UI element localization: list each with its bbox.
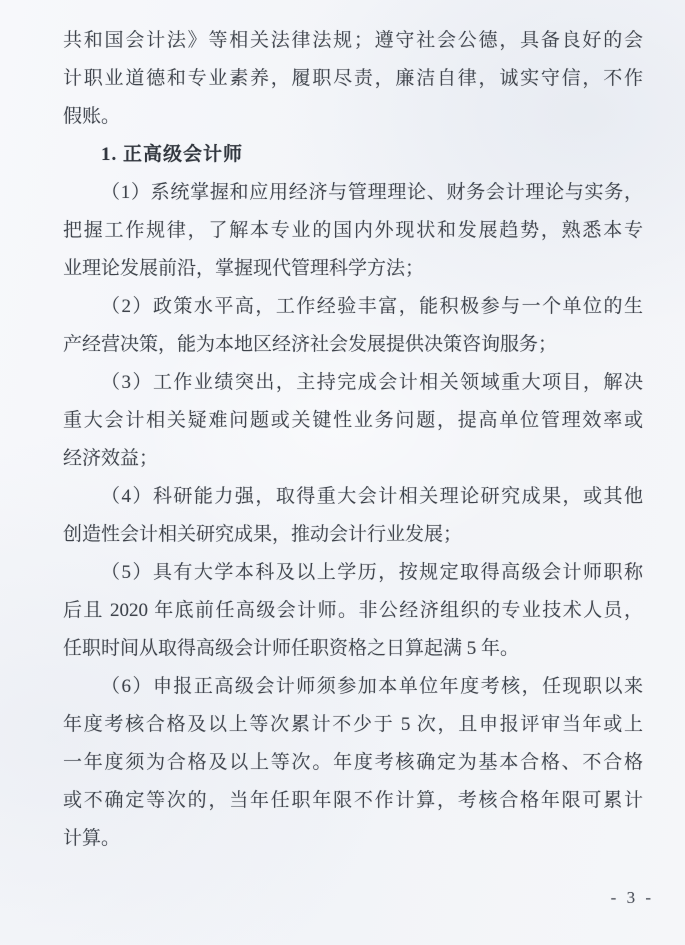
text-line: 计算。: [63, 828, 121, 849]
text-line: 或不确定等次的，当年任职年限不作计算，考核合格年限可累计: [63, 790, 643, 811]
paragraph: [63, 22, 643, 136]
text-line: 一年度须为合格及以上等次。年度考核确定为基本合格、不合格: [63, 752, 643, 773]
paragraph: [63, 174, 643, 288]
paragraph: [63, 288, 643, 364]
text-line: （6）申报正高级会计师须参加本单位年度考核，任现职以来: [101, 676, 643, 697]
document-body: [63, 22, 643, 858]
text-line: （4）科研能力强，取得重大会计相关理论研究成果，或其他: [101, 486, 643, 507]
paragraph: [63, 554, 643, 668]
page-number: - 3 -: [610, 888, 654, 907]
text-line: 后且 2020 年底前任高级会计师。非公经济组织的专业技术人员，: [63, 600, 643, 621]
text-line: 年度考核合格及以上等次累计不少于 5 次，且申报评审当年或上: [63, 714, 643, 735]
text-line: （3）工作业绩突出，主持完成会计相关领域重大项目，解决: [101, 372, 643, 393]
text-line: 产经营决策，能为本地区经济社会发展提供决策咨询服务；: [63, 334, 558, 355]
text-line: 1. 正高级会计师: [101, 144, 244, 165]
text-line: 重大会计相关疑难问题或关键性业务问题，提高单位管理效率或: [63, 410, 643, 431]
text-line: 任职时间从取得高级会计师任职资格之日算起满 5 年。: [63, 638, 520, 659]
text-line: （2）政策水平高，工作经验丰富，能积极参与一个单位的生: [101, 296, 643, 317]
text-line: 共和国会计法》等相关法律法规；遵守社会公德，具备良好的会: [63, 30, 643, 51]
text-line: 经济效益；: [63, 448, 159, 469]
text-line: 把握工作规律，了解本专业的国内外现状和发展趋势，熟悉本专: [63, 220, 643, 241]
paragraph: [63, 668, 643, 858]
text-line: （5）具有大学本科及以上学历，按规定取得高级会计师职称: [101, 562, 643, 583]
text-line: 业理论发展前沿，掌握现代管理科学方法；: [63, 258, 425, 279]
paragraph: [63, 364, 643, 478]
text-line: 假账。: [63, 106, 121, 127]
text-line: 计职业道德和专业素养，履职尽责，廉洁自律，诚实守信，不作: [63, 68, 643, 89]
section-heading: [63, 136, 643, 174]
text-line: （1）系统掌握和应用经济与管理理论、财务会计理论与实务，: [101, 182, 643, 203]
text-line: 创造性会计相关研究成果，推动会计行业发展；: [63, 524, 463, 545]
paragraph: [63, 478, 643, 554]
